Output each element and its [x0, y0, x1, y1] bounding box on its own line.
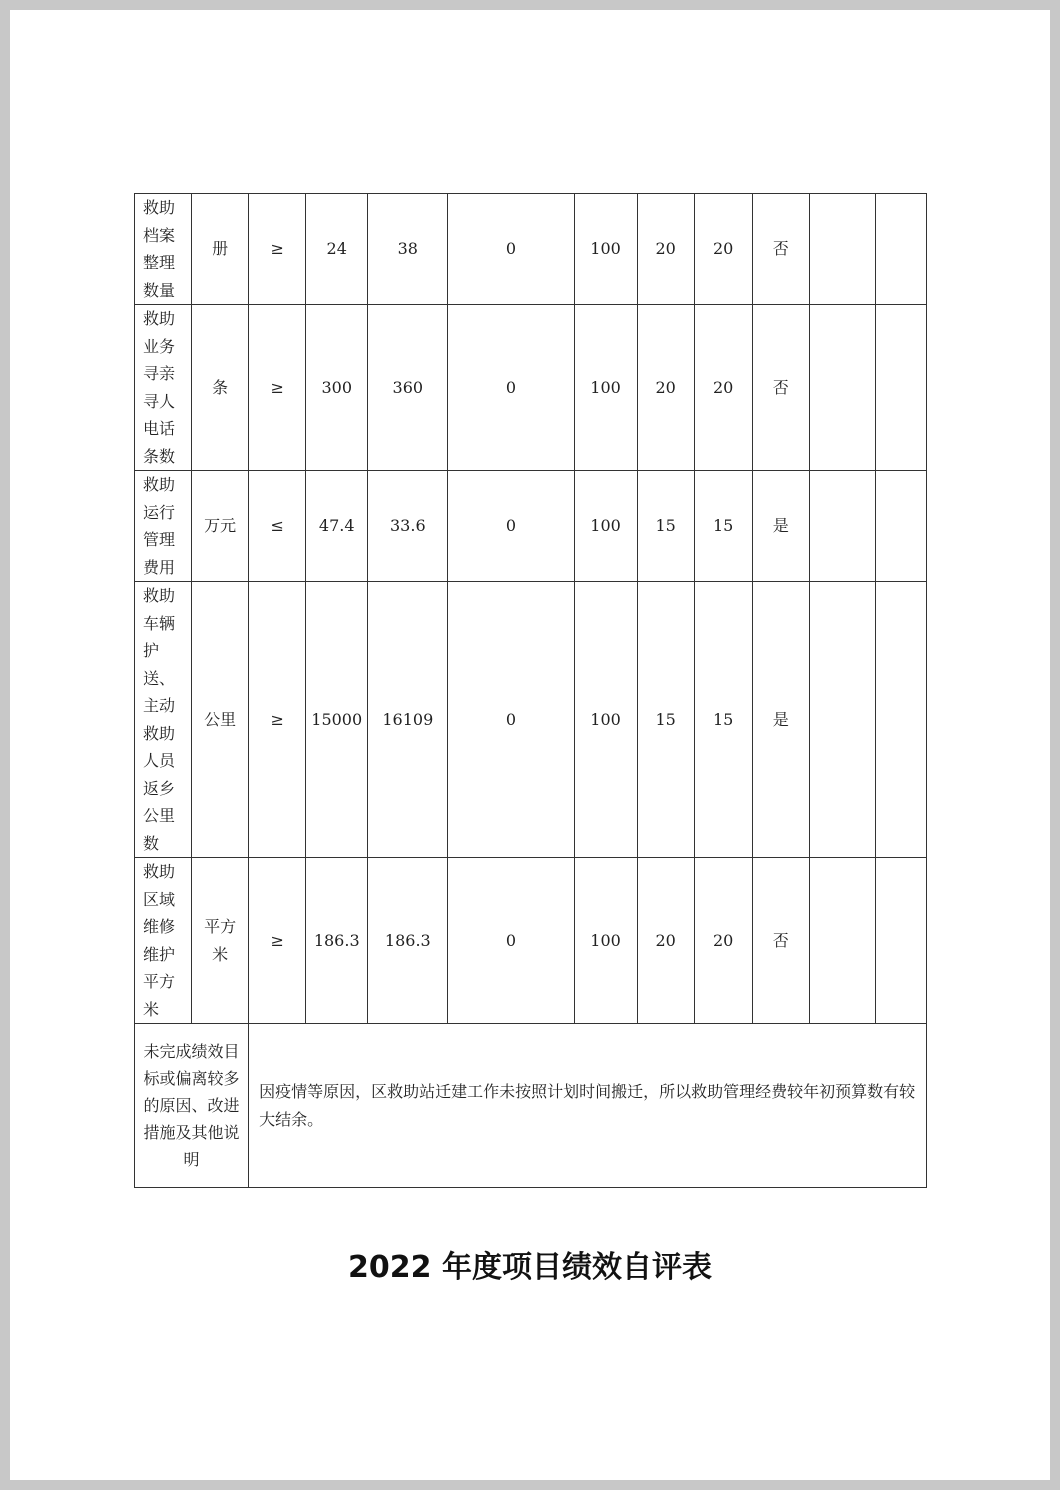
- indicator-name: 救助运行管理费用: [135, 471, 192, 582]
- value-cell: 100: [574, 471, 637, 582]
- score-cell: 15: [694, 471, 752, 582]
- weight-cell: 15: [637, 471, 694, 582]
- unit-cell: 万元: [192, 471, 249, 582]
- table-row: [135, 471, 927, 582]
- performance-table: [134, 193, 927, 1188]
- score-cell: 15: [694, 582, 752, 858]
- empty-cell: [809, 858, 875, 1024]
- value-cell: 0: [448, 582, 574, 858]
- indicator-name: 救助区域维修维护平方米: [135, 858, 192, 1024]
- target-value: 24: [306, 194, 368, 305]
- page-title: 2022 年度项目绩效自评表: [348, 1250, 712, 1285]
- table-row: [135, 194, 927, 305]
- flag-cell: 是: [752, 471, 809, 582]
- value-cell: 100: [574, 194, 637, 305]
- weight-cell: 20: [637, 305, 694, 471]
- unit-cell: 平方米: [192, 858, 249, 1024]
- target-value: 186.3: [306, 858, 368, 1024]
- empty-cell: [875, 471, 926, 582]
- unit-cell: 条: [192, 305, 249, 471]
- empty-cell: [875, 194, 926, 305]
- weight-cell: 20: [637, 194, 694, 305]
- weight-cell: 15: [637, 582, 694, 858]
- target-value: 47.4: [306, 471, 368, 582]
- value-cell: 0: [448, 305, 574, 471]
- operator-cell: ≥: [249, 858, 306, 1024]
- value-cell: 0: [448, 471, 574, 582]
- value-cell: 100: [574, 582, 637, 858]
- table-row: [135, 305, 927, 471]
- unit-cell: 册: [192, 194, 249, 305]
- actual-value: 16109: [368, 582, 448, 858]
- note-text: 因疫情等原因，区救助站迁建工作未按照计划时间搬迁，所以救助管理经费较年初预算数有较大结余。: [249, 1024, 927, 1188]
- empty-cell: [809, 582, 875, 858]
- indicator-name: 救助车辆护送、主动救助人员返乡公里数: [135, 582, 192, 858]
- note-label: 未完成绩效目标或偏离较多的原因、改进措施及其他说明: [135, 1024, 249, 1188]
- indicator-name: 救助业务寻亲寻人电话条数: [135, 305, 192, 471]
- note-row: [135, 1024, 927, 1188]
- value-cell: 100: [574, 858, 637, 1024]
- empty-cell: [875, 582, 926, 858]
- score-cell: 20: [694, 858, 752, 1024]
- actual-value: 38: [368, 194, 448, 305]
- target-value: 15000: [306, 582, 368, 858]
- score-cell: 20: [694, 305, 752, 471]
- value-cell: 100: [574, 305, 637, 471]
- weight-cell: 20: [637, 858, 694, 1024]
- value-cell: 0: [448, 858, 574, 1024]
- flag-cell: 否: [752, 194, 809, 305]
- table-row: [135, 858, 927, 1024]
- unit-cell: 公里: [192, 582, 249, 858]
- empty-cell: [809, 471, 875, 582]
- empty-cell: [875, 858, 926, 1024]
- table-row: [135, 582, 927, 858]
- actual-value: 360: [368, 305, 448, 471]
- empty-cell: [875, 305, 926, 471]
- flag-cell: 否: [752, 858, 809, 1024]
- actual-value: 186.3: [368, 858, 448, 1024]
- operator-cell: ≥: [249, 194, 306, 305]
- empty-cell: [809, 194, 875, 305]
- flag-cell: 是: [752, 582, 809, 858]
- empty-cell: [809, 305, 875, 471]
- score-cell: 20: [694, 194, 752, 305]
- value-cell: 0: [448, 194, 574, 305]
- flag-cell: 否: [752, 305, 809, 471]
- actual-value: 33.6: [368, 471, 448, 582]
- operator-cell: ≥: [249, 582, 306, 858]
- document-page: [10, 10, 1050, 1480]
- operator-cell: ≥: [249, 305, 306, 471]
- indicator-name: 救助档案整理数量: [135, 194, 192, 305]
- operator-cell: ≤: [249, 471, 306, 582]
- target-value: 300: [306, 305, 368, 471]
